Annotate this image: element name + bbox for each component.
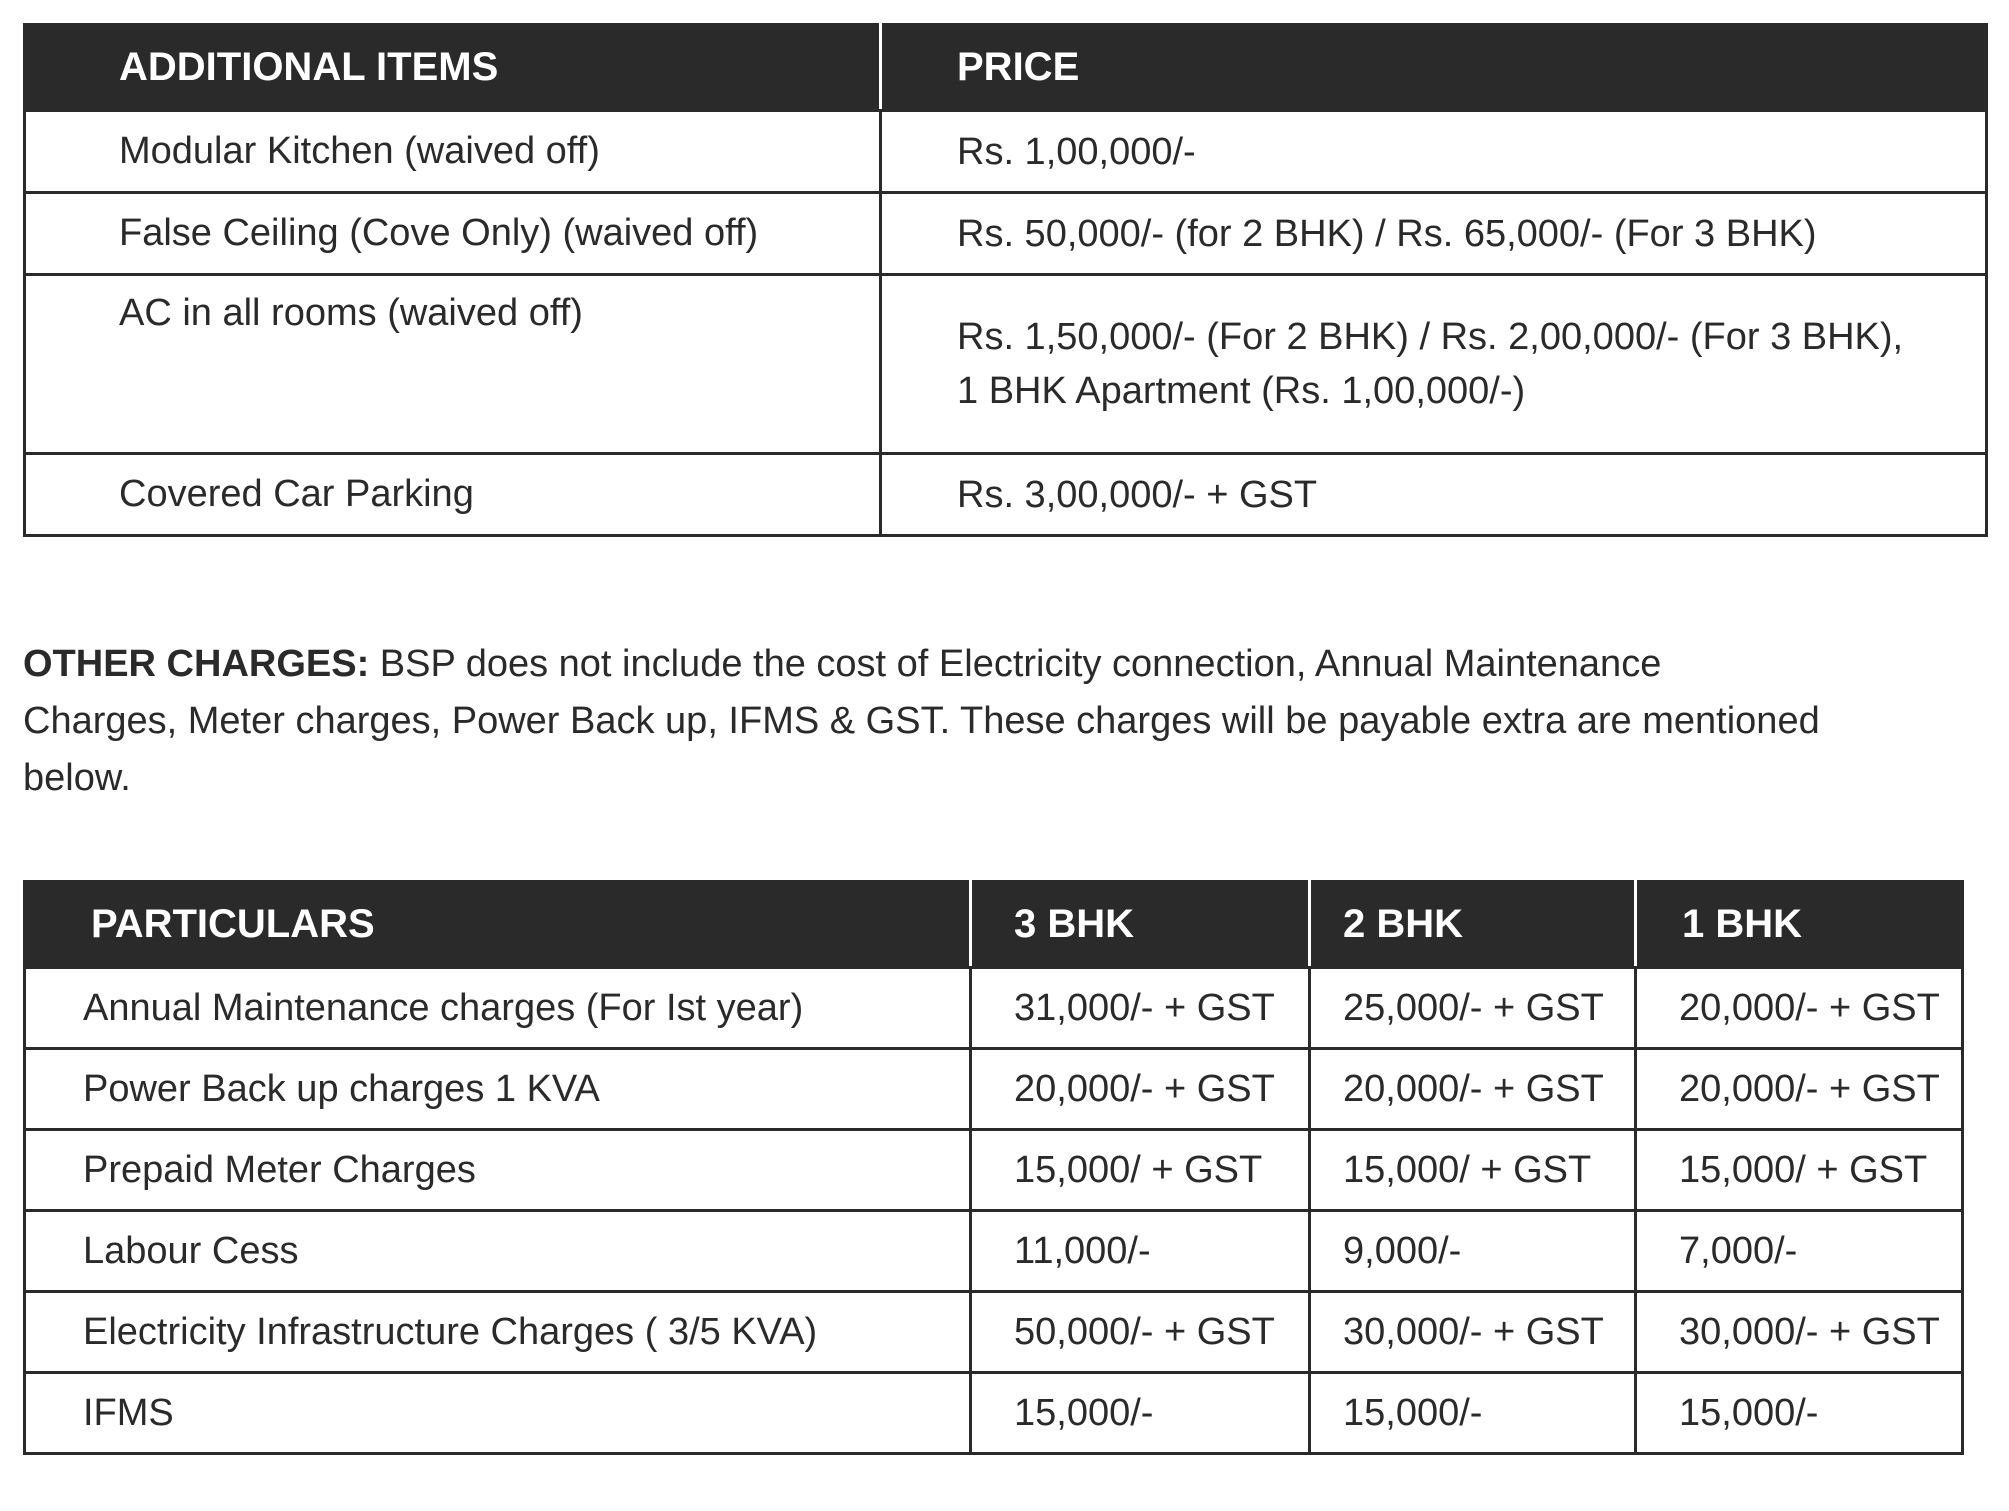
header-2bhk: 2 BHK bbox=[1310, 882, 1636, 968]
price-line: Rs. 1,00,000/- bbox=[957, 130, 1196, 173]
item-name: AC in all rooms (waived off) bbox=[25, 275, 881, 454]
value-2bhk: 30,000/- + GST bbox=[1310, 1292, 1636, 1373]
particulars-table bbox=[23, 880, 1964, 1455]
value-1bhk: 30,000/- + GST bbox=[1636, 1292, 1963, 1373]
table-row bbox=[25, 1211, 1963, 1292]
value-3bhk: 15,000/- bbox=[971, 1373, 1310, 1454]
value-2bhk: 9,000/- bbox=[1310, 1211, 1636, 1292]
table-row bbox=[25, 193, 1987, 275]
other-charges-label: OTHER CHARGES: bbox=[23, 643, 370, 685]
particular-name: Prepaid Meter Charges bbox=[25, 1130, 971, 1211]
particular-name: Power Back up charges 1 KVA bbox=[25, 1049, 971, 1130]
other-charges-paragraph bbox=[23, 636, 1823, 807]
value-1bhk: 15,000/ + GST bbox=[1636, 1130, 1963, 1211]
header-3bhk: 3 BHK bbox=[971, 882, 1310, 968]
table-row bbox=[25, 1130, 1963, 1211]
value-2bhk: 15,000/- bbox=[1310, 1373, 1636, 1454]
table-row bbox=[25, 1049, 1963, 1130]
value-1bhk: 20,000/- + GST bbox=[1636, 968, 1963, 1049]
item-name: Modular Kitchen (waived off) bbox=[25, 111, 881, 193]
item-name: False Ceiling (Cove Only) (waived off) bbox=[25, 193, 881, 275]
particular-name: Annual Maintenance charges (For Ist year) bbox=[25, 968, 971, 1049]
particular-name: Labour Cess bbox=[25, 1211, 971, 1292]
table-header-row bbox=[25, 882, 1963, 968]
price-line: Rs. 1,50,000/- (For 2 BHK) / Rs. 2,00,000/- (For 3 BHK), bbox=[957, 316, 1904, 358]
item-price bbox=[881, 275, 1987, 454]
table-row bbox=[25, 1373, 1963, 1454]
item-price bbox=[881, 111, 1987, 193]
value-3bhk: 31,000/- + GST bbox=[971, 968, 1310, 1049]
particular-name: IFMS bbox=[25, 1373, 971, 1454]
table-row bbox=[25, 275, 1987, 454]
value-3bhk: 50,000/- + GST bbox=[971, 1292, 1310, 1373]
item-name: Covered Car Parking bbox=[25, 454, 881, 536]
item-price bbox=[881, 193, 1987, 275]
value-3bhk: 15,000/ + GST bbox=[971, 1130, 1310, 1211]
other-charges-text: BSP does not include the cost of Electricity connection, Annual Maintenance Charges, Meter charges, Power Back up, IFMS & GST. These charges will be payable extra are mentioned below. bbox=[23, 643, 1820, 799]
additional-items-table bbox=[23, 23, 1988, 537]
price-line: Rs. 3,00,000/- + GST bbox=[957, 473, 1318, 516]
value-3bhk: 11,000/- bbox=[971, 1211, 1310, 1292]
price-line: 1 BHK Apartment (Rs. 1,00,000/-) bbox=[957, 370, 1526, 412]
table-row bbox=[25, 111, 1987, 193]
value-2bhk: 15,000/ + GST bbox=[1310, 1130, 1636, 1211]
value-3bhk: 20,000/- + GST bbox=[971, 1049, 1310, 1130]
item-price bbox=[881, 454, 1987, 536]
table-row bbox=[25, 968, 1963, 1049]
header-additional-items: ADDITIONAL ITEMS bbox=[25, 25, 881, 111]
value-1bhk: 15,000/- bbox=[1636, 1373, 1963, 1454]
header-1bhk: 1 BHK bbox=[1636, 882, 1963, 968]
value-2bhk: 25,000/- + GST bbox=[1310, 968, 1636, 1049]
header-particulars: PARTICULARS bbox=[25, 882, 971, 968]
price-line: Rs. 50,000/- (for 2 BHK) / Rs. 65,000/- (For 3 BHK) bbox=[957, 212, 1817, 255]
particular-name: Electricity Infrastructure Charges ( 3/5 KVA) bbox=[25, 1292, 971, 1373]
value-2bhk: 20,000/- + GST bbox=[1310, 1049, 1636, 1130]
header-price: PRICE bbox=[881, 25, 1987, 111]
value-1bhk: 20,000/- + GST bbox=[1636, 1049, 1963, 1130]
table-row bbox=[25, 454, 1987, 536]
table-header-row bbox=[25, 25, 1987, 111]
table-row bbox=[25, 1292, 1963, 1373]
value-1bhk: 7,000/- bbox=[1636, 1211, 1963, 1292]
